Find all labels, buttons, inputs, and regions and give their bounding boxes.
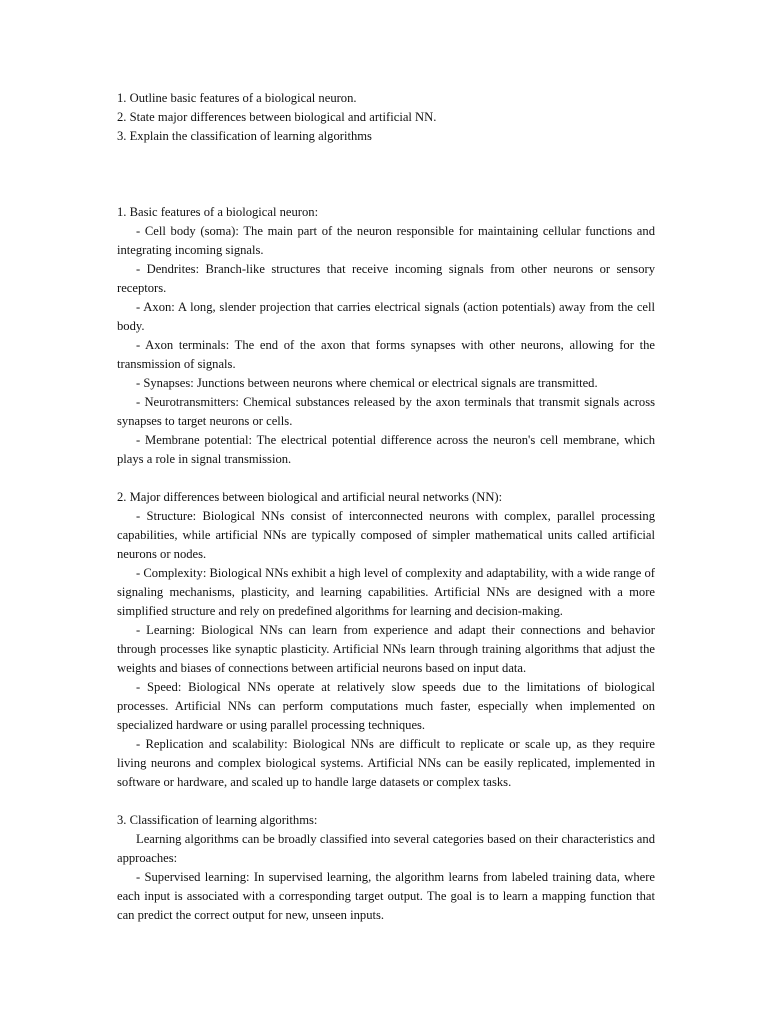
paragraph-structure: - Structure: Biological NNs consist of interconnected neurons with complex, parallel processing capabilities, while artificial NNs are typically composed of simpler mathematical units called artificial neurons or nodes. xyxy=(117,509,655,561)
paragraph-learning: - Learning: Biological NNs can learn from experience and adapt their connections and behavior through processes like synaptic plasticity. Artificial NNs learn through training algorithms that adjust the weights and biases of connections between artificial neurons based on input data. xyxy=(117,623,655,675)
paragraph-cell-body: - Cell body (soma): The main part of the neuron responsible for maintaining cellular functions and integrating incoming signals. xyxy=(117,224,655,257)
section-title: 2. Major differences between biological and artificial neural networks (NN): xyxy=(117,490,503,504)
section-learning-algorithms xyxy=(117,811,655,925)
document-page xyxy=(117,89,655,944)
question-1: 1. Outline basic features of a biological neuron. xyxy=(117,91,357,105)
question-3: 3. Explain the classification of learning algorithms xyxy=(117,129,372,143)
paragraph-dendrites: - Dendrites: Branch-like structures that receive incoming signals from other neurons or sensory receptors. xyxy=(117,262,655,295)
paragraph-replication: - Replication and scalability: Biological NNs are difficult to replicate or scale up, as they require living neurons and complex biological systems. Artificial NNs can be easily replicated, implemented in software or hardware, and scaled up to handle large datasets or complex tasks. xyxy=(117,737,655,789)
paragraph-neurotransmitters: - Neurotransmitters: Chemical substances released by the axon terminals that transmit signals across synapses to target neurons or cells. xyxy=(117,395,655,428)
paragraph-intro: Learning algorithms can be broadly classified into several categories based on their characteristics and approaches: xyxy=(117,832,655,865)
paragraph-axon: - Axon: A long, slender projection that carries electrical signals (action potentials) away from the cell body. xyxy=(117,300,655,333)
paragraph-complexity: - Complexity: Biological NNs exhibit a high level of complexity and adaptability, with a wide range of signaling mechanisms, plasticity, and learning capabilities. Artificial NNs are designed with a more simplified structure and rely on predefined algorithms for learning and decision-making. xyxy=(117,566,655,618)
paragraph-membrane-potential: - Membrane potential: The electrical potential difference across the neuron's cell membrane, which plays a role in signal transmission. xyxy=(117,433,655,466)
paragraph-axon-terminals: - Axon terminals: The end of the axon that forms synapses with other neurons, allowing for the transmission of signals. xyxy=(117,338,655,371)
question-2: 2. State major differences between biological and artificial NN. xyxy=(117,110,437,124)
paragraph-supervised-learning: - Supervised learning: In supervised learning, the algorithm learns from labeled training data, where each input is associated with a corresponding target output. The goal is to learn a mapping function that can predict the correct output for new, unseen inputs. xyxy=(117,870,655,922)
section-biological-neuron xyxy=(117,203,655,469)
section-title: 3. Classification of learning algorithms: xyxy=(117,813,318,827)
paragraph-synapses: - Synapses: Junctions between neurons where chemical or electrical signals are transmitted. xyxy=(136,376,598,390)
section-title: 1. Basic features of a biological neuron: xyxy=(117,205,319,219)
paragraph-speed: - Speed: Biological NNs operate at relatively slow speeds due to the limitations of biological processes. Artificial NNs can perform computations much faster, especially when implemented on specialized hardware or using parallel processing techniques. xyxy=(117,680,655,732)
section-nn-differences xyxy=(117,488,655,792)
question-list xyxy=(117,89,655,146)
